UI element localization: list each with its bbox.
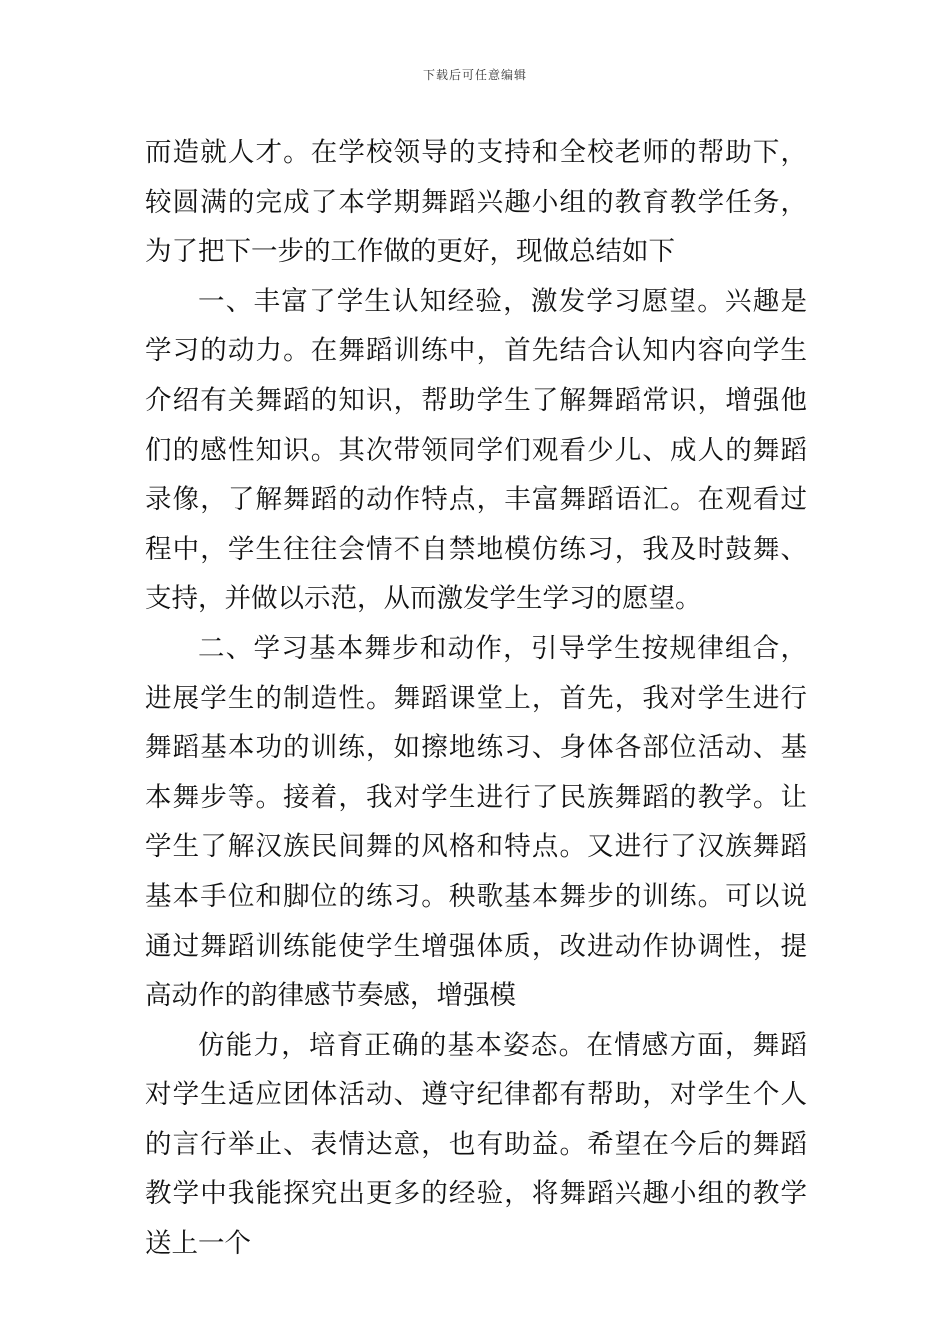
page-header-note: 下载后可任意编辑 bbox=[422, 68, 527, 82]
paragraph-section-two: 二、学习基本舞步和动作，引导学生按规律组合，进展学生的制造性。舞蹈课堂上，首先，我对学生进行舞蹈基本功的训练，如擦地练习、身体各部位活动、基本舞步等。接着，我对学生进行了民族舞蹈的教学。让学生了解汉族民间舞的风格和特点。又进行了汉族舞蹈基本手位和脚位的练习。秧歌基本舞步的训练。可以说通过舞蹈训练能使学生增强体质，改进动作协调性，提高动作的韵律感节奏感，增强模 bbox=[145, 632, 807, 1012]
paragraph-intro: 而造就人才。在学校领导的支持和全校老师的帮助下，较圆满的完成了本学期舞蹈兴趣小组的教育教学任务，为了把下一步的工作做的更好，现做总结如下 bbox=[145, 137, 807, 268]
paragraph-continuation: 仿能力，培育正确的基本姿态。在情感方面，舞蹈对学生适应团体活动、遵守纪律都有帮助，对学生个人的言行举止、表情达意，也有助益。希望在今后的舞蹈教学中我能探究出更多的经验，将舞蹈兴趣小组的教学送上一个 bbox=[145, 1029, 807, 1260]
document-body bbox=[145, 128, 807, 1269]
paragraph-section-one: 一、丰富了学生认知经验，激发学习愿望。兴趣是学习的动力。在舞蹈训练中，首先结合认知内容向学生介绍有关舞蹈的知识，帮助学生了解舞蹈常识，增强他们的感性知识。其次带领同学们观看少儿、成人的舞蹈录像，了解舞蹈的动作特点，丰富舞蹈语汇。在观看过程中，学生往往会情不自禁地模仿练习，我及时鼓舞、支持，并做以示范，从而激发学生学习的愿望。 bbox=[145, 285, 807, 615]
